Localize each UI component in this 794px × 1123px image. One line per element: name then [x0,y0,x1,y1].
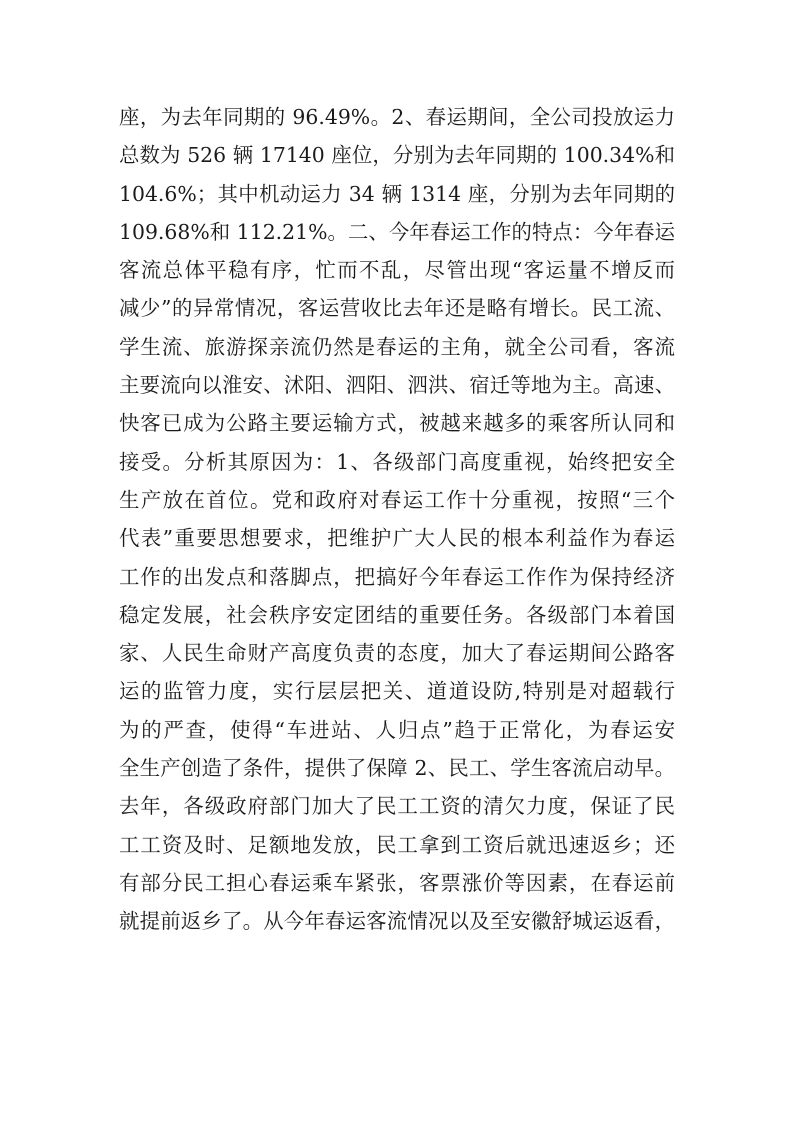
text-line: 座，为去年同期的 96.49%。2、春运期间，全公司投放运力 [119,105,675,129]
text-line: 减少”的异常情况，客运营收比去年还是略有增长。民工流、 [119,296,675,321]
text-line: 家、人民生命财产高度负责的态度，加大了春运期间公路客 [119,641,675,666]
text-line: 接受。分析其原因为：1、各级部门高度重视，始终把安全 [119,449,675,474]
text-line: 快客已成为公路主要运输方式，被越来越多的乘客所认同和 [119,411,675,436]
text-line: 代表”重要思想要求，把维护广大人民的根本利益作为春运 [119,526,675,551]
text-line: 稳定发展，社会秩序安定团结的重要任务。各级部门本着国 [119,602,675,627]
text-line: 主要流向以淮安、沭阳、泗阳、泗洪、宿迁等地为主。高速、 [119,373,675,398]
text-line: 总数为 526 辆 17140 座位，分别为去年同期的 100.34%和 [119,143,675,168]
text-line: 工工资及时、足额地发放，民工拿到工资后就迅速返乡；还 [119,832,675,857]
text-line: 全生产创造了条件，提供了保障 2、民工、学生客流启动早。 [119,756,675,781]
text-line: 学生流、旅游探亲流仍然是春运的主角，就全公司看，客流 [119,334,675,359]
text-line: 109.68%和 112.21%。二、今年春运工作的特点：今年春运 [119,219,675,244]
text-line: 去年，各级政府部门加大了民工工资的清欠力度，保证了民 [119,794,675,819]
text-line: 运的监管力度，实行层层把关、道道设防,特别是对超载行 [119,679,675,704]
text-line: 就提前返乡了。从今年春运客流情况以及至安徽舒城运返看， [119,909,675,934]
text-line: 104.6%；其中机动运力 34 辆 1314 座，分别为去年同期的 [119,181,675,206]
text-line: 生产放在首位。党和政府对春运工作十分重视，按照“三个 [119,487,675,512]
body-paragraph [119,98,675,941]
text-line: 工作的出发点和落脚点，把搞好今年春运工作作为保持经济 [119,564,675,589]
text-line: 有部分民工担心春运乘车紧张，客票涨价等因素，在春运前 [119,870,675,895]
text-line: 为的严查，使得“车进站、人归点”趋于正常化，为春运安 [119,717,675,742]
text-line: 客流总体平稳有序，忙而不乱，尽管出现“客运量不增反而 [119,258,675,283]
